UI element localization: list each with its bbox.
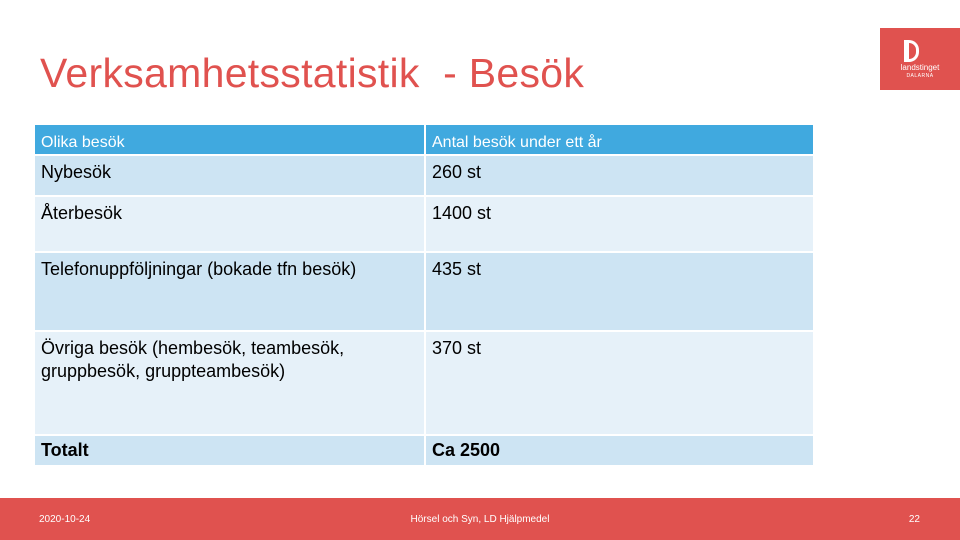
table-header-row: [34, 124, 814, 155]
visit-type-cell: Nybesök: [34, 155, 425, 196]
column-header-count: Antal besök under ett år: [425, 124, 814, 155]
page-number: 22: [908, 514, 920, 525]
footer-bar: [0, 498, 960, 540]
visit-count-cell: 260 st: [425, 155, 814, 196]
visit-type-cell: Totalt: [34, 435, 425, 466]
visit-count-cell: 1400 st: [425, 196, 814, 252]
logo-mark-icon: [904, 40, 919, 62]
visit-type-cell: Telefonuppföljningar (bokade tfn besök): [34, 252, 425, 331]
visit-type-cell: Återbesök: [34, 196, 425, 252]
table-row: [34, 196, 814, 252]
visit-count-cell: Ca 2500: [425, 435, 814, 466]
table-row: [34, 155, 814, 196]
column-header-visit-type: Olika besök: [34, 124, 425, 155]
visit-stats-table: [33, 123, 815, 467]
logo-name: landstinget: [900, 63, 940, 72]
table-row-total: [34, 435, 814, 466]
visit-type-cell: Övriga besök (hembesök, teambesök, gruppbesök, gruppteambesök): [34, 331, 425, 435]
footer-date: 2020-10-24: [39, 514, 91, 525]
logo-subtitle: DALARNA: [906, 73, 934, 79]
footer-text: Hörsel och Syn, LD Hjälpmedel: [410, 514, 550, 525]
visit-count-cell: 370 st: [425, 331, 814, 435]
table-row: [34, 331, 814, 435]
logo: [880, 28, 960, 90]
table-row: [34, 252, 814, 331]
visit-count-cell: 435 st: [425, 252, 814, 331]
page-title: Verksamhetsstatistik - Besök: [40, 50, 585, 96]
